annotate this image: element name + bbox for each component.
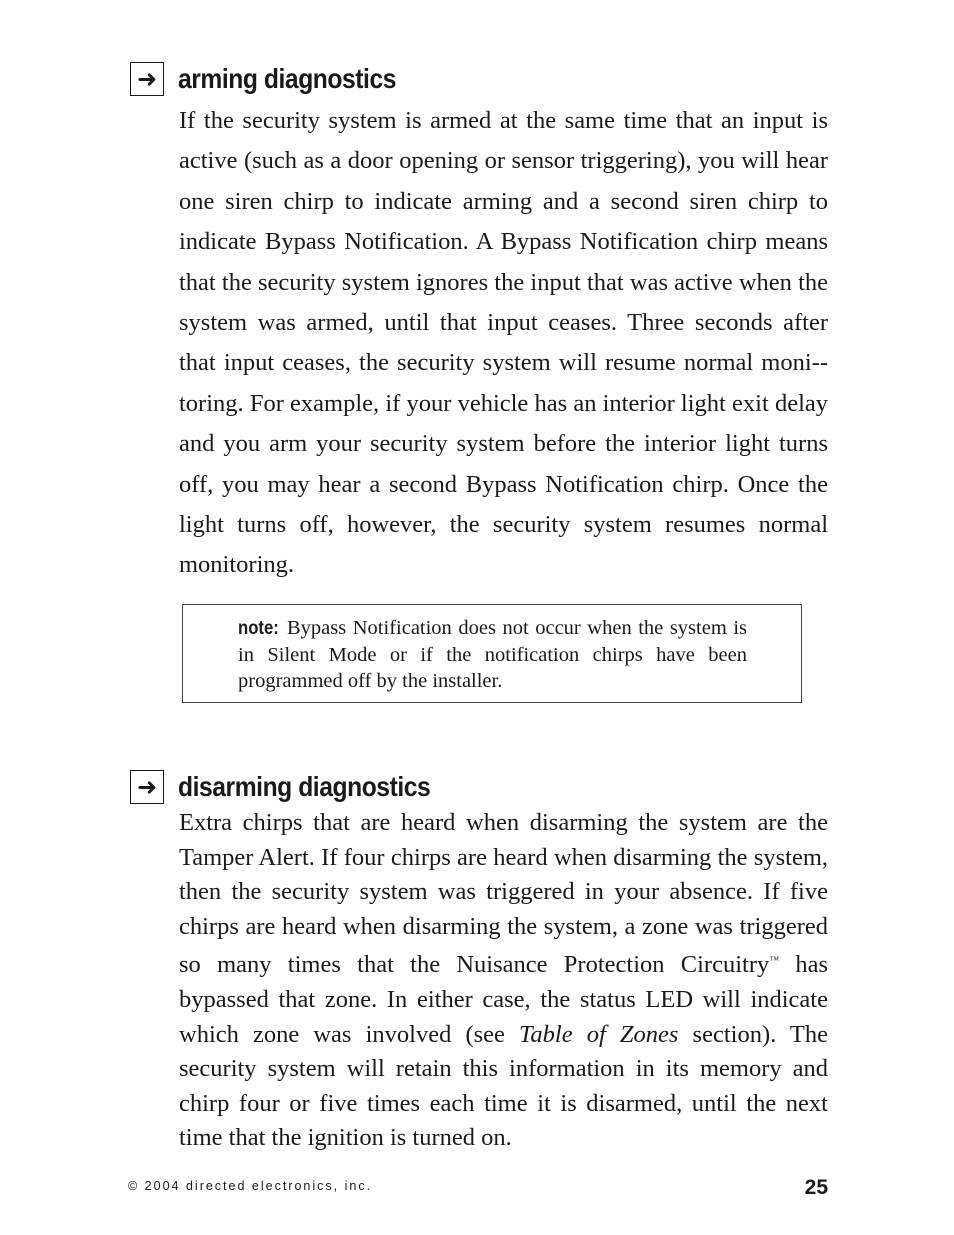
section-heading-arming [130,62,426,96]
arrow-right-icon: ➜ [130,62,164,96]
note-text [238,615,747,694]
disarming-body-part1: Extra chirps that are heard when disarming the system are the Tamper Alert. If four chirps are heard when disarming the system, then the security system was triggered in your absence. If five chirps are heard when disarming the system, a zone was triggered so many times that the Nuisance Protection Circuitry [179,809,828,979]
page-number: 25 [804,1176,828,1199]
disarming-body-part3: section). The security system will retain this information in its memory and chirp four or five times each time it is disarmed, until the next time that the ignition is turned on. [179,1020,829,1152]
arming-diagnostics-body: If the security system is armed at the same time that an input is active (such as a door opening or sensor triggering), you will hear one siren chirp to indicate arming and a second siren chirp to indicate Bypass Notification. A Bypass Notification chirp means that the security system ignores the input that was active when the system was armed, until that input ceases. Three seconds after that input ceases, the security system will resume normal moni-toring. For example, if your vehicle has an interior light exit delay and you arm your security system before the interior light turns off, you may hear a second Bypass Notification chirp. Once the light turns off, however, the security system resumes normal monitoring. [179,107,828,579]
arrow-right-icon: ➜ [130,770,164,804]
disarming-diagnostics-title: disarming diagnostics [178,771,431,802]
note-body: Bypass Notification does not occur when the system is in Silent Mode or if the notification chirps have been programmed off by the installer. [238,617,747,692]
trademark-symbol: ™ [769,955,780,967]
disarming-body-part2: has bypassed that zone. In either case, the status LED will indicate which zone was involved (see [179,951,828,1048]
section-heading-disarming [130,770,465,804]
note-label: note: [238,618,279,639]
copyright-footer: © 2004 directed electronics, inc. [128,1179,373,1193]
arming-diagnostics-title: arming diagnostics [178,63,396,94]
disarming-diagnostics-body [179,806,828,1156]
note-box [182,604,802,703]
table-of-zones-reference: Table of Zones [519,1020,679,1048]
